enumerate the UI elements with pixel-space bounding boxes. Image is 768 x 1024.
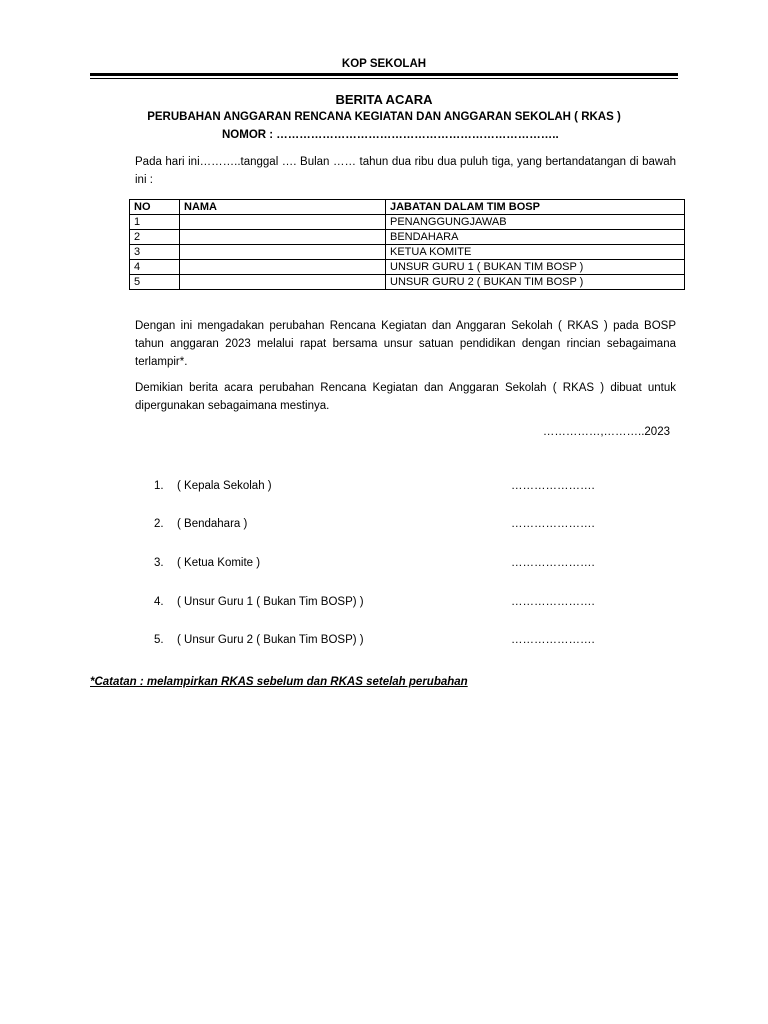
document-number: NOMOR : ……………………………………………………………….. [222, 129, 559, 141]
body-paragraph-1: Dengan ini mengadakan perubahan Rencana Kegiatan dan Anggaran Sekolah ( RKAS ) pada BOSP tahun anggaran 2023 melalui rapat bersama unsur satuan pendidikan dengan rincian sebagaimana terlampir*. [135, 320, 676, 368]
header-jabatan: JABATAN DALAM TIM BOSP [386, 200, 685, 215]
letterhead-thin-rule [90, 78, 678, 79]
team-table [129, 199, 685, 290]
letterhead-thick-rule [90, 73, 678, 76]
signature-line: …………………. [511, 480, 595, 492]
signature-row [154, 596, 594, 612]
signature-role: ( Kepala Sekolah ) [177, 480, 272, 492]
signature-number: 1. [154, 480, 164, 492]
table-row [130, 230, 685, 245]
cell-nama [180, 215, 386, 230]
signature-line: …………………. [511, 634, 595, 646]
intro-paragraph: Pada hari ini………..tanggal …. Bulan …… tahun dua ribu dua puluh tiga, yang bertandatangan di bawah ini : [135, 156, 676, 186]
signature-role: ( Unsur Guru 1 ( Bukan Tim BOSP) ) [177, 596, 364, 608]
signature-number: 5. [154, 634, 164, 646]
document-title: BERITA ACARA [335, 92, 433, 107]
cell-jabatan: UNSUR GURU 2 ( BUKAN TIM BOSP ) [386, 275, 685, 290]
table-header-row [130, 200, 685, 215]
table-row [130, 245, 685, 260]
signature-row [154, 480, 594, 496]
signature-number: 2. [154, 518, 164, 530]
signature-line: …………………. [511, 557, 595, 569]
cell-jabatan: BENDAHARA [386, 230, 685, 245]
body-paragraph-2: Demikian berita acara perubahan Rencana Kegiatan dan Anggaran Sekolah ( RKAS ) dibuat untuk dipergunakan sebagaimana mestinya. [135, 382, 676, 412]
cell-nama [180, 275, 386, 290]
cell-jabatan: UNSUR GURU 1 ( BUKAN TIM BOSP ) [386, 260, 685, 275]
table-row [130, 260, 685, 275]
signature-number: 4. [154, 596, 164, 608]
document-date: ……………,………..2023 [542, 426, 670, 438]
document-subtitle: PERUBAHAN ANGGARAN RENCANA KEGIATAN DAN ANGGARAN SEKOLAH ( RKAS ) [147, 111, 621, 123]
cell-nama [180, 230, 386, 245]
cell-no: 5 [130, 275, 180, 290]
letterhead-label: KOP SEKOLAH [341, 58, 427, 70]
header-no: NO [130, 200, 180, 215]
header-nama: NAMA [180, 200, 386, 215]
signature-row [154, 518, 594, 534]
cell-no: 3 [130, 245, 180, 260]
cell-jabatan: KETUA KOMITE [386, 245, 685, 260]
signature-row [154, 557, 594, 573]
cell-no: 1 [130, 215, 180, 230]
footnote: *Catatan : melampirkan RKAS sebelum dan RKAS setelah perubahan [90, 676, 468, 688]
table-row [130, 215, 685, 230]
signature-line: …………………. [511, 596, 595, 608]
signature-role: ( Ketua Komite ) [177, 557, 261, 569]
signature-role: ( Unsur Guru 2 ( Bukan Tim BOSP) ) [177, 634, 364, 646]
cell-nama [180, 260, 386, 275]
cell-jabatan: PENANGGUNGJAWAB [386, 215, 685, 230]
signature-row [154, 634, 594, 650]
signature-line: …………………. [511, 518, 595, 530]
cell-nama [180, 245, 386, 260]
cell-no: 2 [130, 230, 180, 245]
table-row [130, 275, 685, 290]
cell-no: 4 [130, 260, 180, 275]
signature-number: 3. [154, 557, 164, 569]
signature-role: ( Bendahara ) [177, 518, 248, 530]
